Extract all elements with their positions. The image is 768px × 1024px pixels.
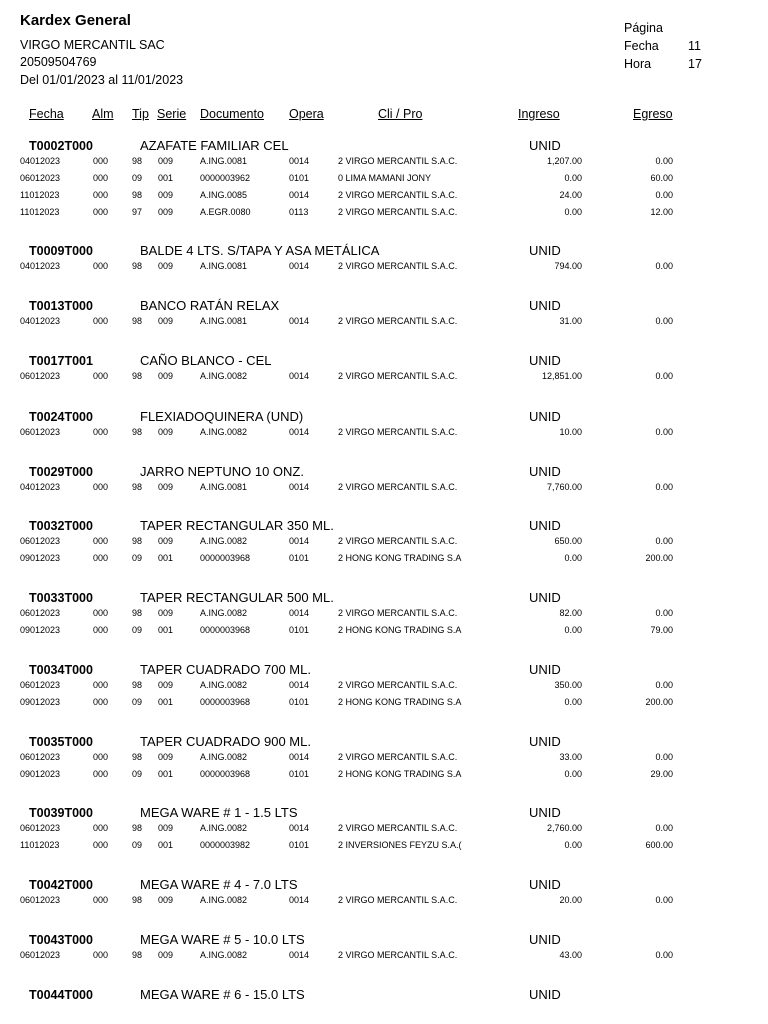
row-fecha: 06012023: [20, 950, 61, 960]
row-opera: 0014: [289, 608, 310, 618]
row-opera: 0101: [289, 173, 310, 183]
row-fecha: 06012023: [20, 752, 61, 762]
row-documento: A.ING.0085: [200, 190, 248, 200]
row-opera: 0101: [289, 840, 310, 850]
row-serie: 009: [158, 895, 174, 905]
row-serie: 009: [158, 207, 174, 217]
table-row: [0, 316, 768, 332]
col-ingreso: Ingreso: [518, 107, 560, 121]
row-documento: A.ING.0082: [200, 823, 248, 833]
row-cli-pro: 2 VIRGO MERCANTIL S.A.C.: [338, 261, 458, 271]
row-tip: 09: [132, 553, 143, 563]
row-fecha: 06012023: [20, 895, 61, 905]
row-ingreso: 0.00: [564, 625, 582, 635]
row-egreso: 0.00: [655, 680, 673, 690]
row-ingreso: 0.00: [564, 840, 582, 850]
row-cli-pro: 2 VIRGO MERCANTIL S.A.C.: [338, 895, 458, 905]
product-name: MEGA WARE # 5 - 10.0 LTS: [140, 932, 305, 947]
product-unit: UNID: [529, 138, 561, 153]
time-label: Hora: [624, 57, 652, 71]
product-name: TAPER CUADRADO 700 ML.: [140, 662, 311, 677]
row-fecha: 06012023: [20, 427, 61, 437]
table-row: [0, 625, 768, 641]
row-cli-pro: 2 VIRGO MERCANTIL S.A.C.: [338, 536, 458, 546]
row-serie: 001: [158, 553, 174, 563]
row-opera: 0101: [289, 625, 310, 635]
row-opera: 0014: [289, 427, 310, 437]
row-tip: 98: [132, 823, 143, 833]
row-cli-pro: 2 VIRGO MERCANTIL S.A.C.: [338, 371, 458, 381]
row-egreso: 0.00: [655, 608, 673, 618]
row-documento: A.ING.0081: [200, 316, 248, 326]
product-code: T0013T000: [29, 299, 93, 313]
product-code: T0034T000: [29, 663, 93, 677]
row-serie: 009: [158, 608, 174, 618]
row-ingreso: 1,207.00: [546, 156, 582, 166]
row-cli-pro: 2 HONG KONG TRADING S.A: [338, 553, 462, 563]
row-documento: 0000003962: [200, 173, 251, 183]
row-ingreso: 33.00: [559, 752, 582, 762]
row-cli-pro: 2 HONG KONG TRADING S.A: [338, 769, 462, 779]
product-code: T0039T000: [29, 806, 93, 820]
row-ingreso: 0.00: [564, 207, 582, 217]
table-row: [0, 752, 768, 768]
row-serie: 009: [158, 536, 174, 546]
row-alm: 000: [93, 553, 109, 563]
row-fecha: 11012023: [20, 190, 60, 200]
row-ingreso: 0.00: [564, 697, 582, 707]
product-code: T0029T000: [29, 465, 93, 479]
row-alm: 000: [93, 173, 109, 183]
row-fecha: 06012023: [20, 823, 61, 833]
row-egreso: 200.00: [645, 697, 673, 707]
row-fecha: 11012023: [20, 840, 60, 850]
table-row: [0, 608, 768, 624]
row-alm: 000: [93, 536, 109, 546]
date-range: Del 01/01/2023 al 11/01/2023: [20, 73, 184, 87]
row-tip: 09: [132, 769, 143, 779]
product-unit: UNID: [529, 734, 561, 749]
row-ingreso: 20.00: [559, 895, 582, 905]
row-opera: 0014: [289, 752, 310, 762]
row-tip: 98: [132, 482, 143, 492]
table-row: [0, 156, 768, 172]
row-alm: 000: [93, 427, 109, 437]
row-fecha: 09012023: [20, 769, 61, 779]
row-opera: 0014: [289, 156, 310, 166]
row-alm: 000: [93, 752, 109, 762]
row-fecha: 09012023: [20, 697, 61, 707]
row-egreso: 0.00: [655, 752, 673, 762]
company-name: VIRGO MERCANTIL SAC: [20, 38, 165, 52]
row-tip: 98: [132, 680, 143, 690]
row-alm: 000: [93, 316, 109, 326]
row-fecha: 11012023: [20, 207, 60, 217]
row-documento: A.ING.0082: [200, 895, 248, 905]
row-serie: 009: [158, 950, 174, 960]
row-serie: 009: [158, 680, 174, 690]
row-ingreso: 12,851.00: [541, 371, 582, 381]
row-ingreso: 43.00: [559, 950, 582, 960]
row-documento: A.ING.0081: [200, 482, 248, 492]
row-alm: 000: [93, 371, 109, 381]
row-fecha: 06012023: [20, 173, 61, 183]
row-cli-pro: 2 HONG KONG TRADING S.A: [338, 625, 462, 635]
row-ingreso: 0.00: [564, 769, 582, 779]
row-egreso: 0.00: [655, 261, 673, 271]
row-fecha: 09012023: [20, 625, 61, 635]
row-fecha: 09012023: [20, 553, 61, 563]
table-row: [0, 697, 768, 713]
row-ingreso: 31.00: [559, 316, 582, 326]
row-serie: 001: [158, 697, 174, 707]
row-cli-pro: 2 VIRGO MERCANTIL S.A.C.: [338, 190, 458, 200]
product-code: T0033T000: [29, 591, 93, 605]
row-egreso: 0.00: [655, 190, 673, 200]
row-documento: 0000003968: [200, 769, 251, 779]
product-name: BALDE 4 LTS. S/TAPA Y ASA METÁLICA: [140, 243, 380, 258]
row-documento: A.ING.0082: [200, 536, 248, 546]
product-unit: UNID: [529, 590, 561, 605]
row-opera: 0014: [289, 316, 310, 326]
product-code: T0024T000: [29, 410, 93, 424]
product-code: T0044T000: [29, 988, 93, 1002]
row-tip: 98: [132, 752, 143, 762]
row-opera: 0101: [289, 553, 310, 563]
row-serie: 001: [158, 173, 174, 183]
table-row: [0, 371, 768, 387]
product-name: FLEXIADOQUINERA (UND): [140, 409, 304, 424]
row-alm: 000: [93, 823, 109, 833]
row-tip: 98: [132, 371, 143, 381]
row-fecha: 04012023: [20, 156, 61, 166]
product-unit: UNID: [529, 662, 561, 677]
row-ingreso: 2,760.00: [546, 823, 582, 833]
table-row: [0, 769, 768, 785]
row-fecha: 06012023: [20, 608, 61, 618]
row-tip: 98: [132, 316, 143, 326]
product-unit: UNID: [529, 877, 561, 892]
report-title: Kardex General: [20, 12, 131, 29]
row-alm: 000: [93, 769, 109, 779]
row-serie: 009: [158, 316, 174, 326]
table-row: [0, 482, 768, 498]
row-serie: 001: [158, 840, 174, 850]
row-documento: A.ING.0082: [200, 608, 248, 618]
row-tip: 98: [132, 261, 143, 271]
row-cli-pro: 2 VIRGO MERCANTIL S.A.C.: [338, 207, 458, 217]
row-egreso: 0.00: [655, 371, 673, 381]
row-tip: 09: [132, 840, 143, 850]
row-cli-pro: 2 VIRGO MERCANTIL S.A.C.: [338, 950, 458, 960]
row-egreso: 0.00: [655, 427, 673, 437]
row-opera: 0014: [289, 823, 310, 833]
table-row: [0, 895, 768, 911]
row-opera: 0101: [289, 769, 310, 779]
row-cli-pro: 2 VIRGO MERCANTIL S.A.C.: [338, 156, 458, 166]
row-alm: 000: [93, 895, 109, 905]
row-cli-pro: 2 VIRGO MERCANTIL S.A.C.: [338, 482, 458, 492]
row-egreso: 600.00: [645, 840, 673, 850]
row-egreso: 0.00: [655, 156, 673, 166]
row-serie: 001: [158, 625, 174, 635]
row-serie: 009: [158, 190, 174, 200]
row-egreso: 200.00: [645, 553, 673, 563]
row-serie: 009: [158, 427, 174, 437]
product-unit: UNID: [529, 409, 561, 424]
row-documento: A.ING.0082: [200, 752, 248, 762]
row-alm: 000: [93, 608, 109, 618]
row-cli-pro: 2 HONG KONG TRADING S.A: [338, 697, 462, 707]
row-tip: 09: [132, 625, 143, 635]
row-serie: 009: [158, 156, 174, 166]
product-code: T0035T000: [29, 735, 93, 749]
row-serie: 009: [158, 482, 174, 492]
row-serie: 001: [158, 769, 174, 779]
row-opera: 0014: [289, 190, 310, 200]
row-egreso: 0.00: [655, 316, 673, 326]
row-cli-pro: 2 INVERSIONES FEYZU S.A.(: [338, 840, 462, 850]
product-unit: UNID: [529, 298, 561, 313]
page-label: Página: [624, 21, 663, 35]
product-unit: UNID: [529, 464, 561, 479]
row-egreso: 0.00: [655, 536, 673, 546]
row-documento: A.ING.0082: [200, 427, 248, 437]
col-egreso: Egreso: [633, 107, 673, 121]
row-opera: 0014: [289, 371, 310, 381]
row-documento: A.ING.0082: [200, 950, 248, 960]
row-ingreso: 650.00: [554, 536, 582, 546]
row-alm: 000: [93, 950, 109, 960]
product-name: MEGA WARE # 4 - 7.0 LTS: [140, 877, 298, 892]
table-row: [0, 173, 768, 189]
row-opera: 0014: [289, 680, 310, 690]
row-tip: 98: [132, 536, 143, 546]
product-name: BANCO RATÁN RELAX: [140, 298, 280, 313]
row-egreso: 60.00: [650, 173, 673, 183]
row-tip: 09: [132, 697, 143, 707]
row-tip: 98: [132, 608, 143, 618]
table-row: [0, 680, 768, 696]
product-unit: UNID: [529, 987, 561, 1002]
col-opera: Opera: [289, 107, 324, 121]
row-documento: 0000003968: [200, 625, 251, 635]
row-egreso: 29.00: [650, 769, 673, 779]
row-egreso: 0.00: [655, 950, 673, 960]
row-tip: 98: [132, 190, 143, 200]
col-documento: Documento: [200, 107, 264, 121]
row-fecha: 06012023: [20, 536, 61, 546]
col-serie: Serie: [157, 107, 187, 121]
row-opera: 0014: [289, 895, 310, 905]
row-alm: 000: [93, 680, 109, 690]
row-egreso: 0.00: [655, 482, 673, 492]
row-tip: 98: [132, 156, 143, 166]
product-unit: UNID: [529, 932, 561, 947]
row-tip: 98: [132, 950, 143, 960]
row-ingreso: 0.00: [564, 173, 582, 183]
row-egreso: 0.00: [655, 823, 673, 833]
row-egreso: 79.00: [650, 625, 673, 635]
table-row: [0, 840, 768, 856]
row-cli-pro: 2 VIRGO MERCANTIL S.A.C.: [338, 680, 458, 690]
row-fecha: 06012023: [20, 371, 61, 381]
row-opera: 0113: [289, 207, 309, 217]
row-serie: 009: [158, 752, 174, 762]
table-row: [0, 427, 768, 443]
date-value: 11: [688, 39, 701, 53]
row-serie: 009: [158, 371, 174, 381]
col-cli-pro: Cli / Pro: [378, 107, 423, 121]
row-documento: 0000003968: [200, 697, 251, 707]
row-tip: 98: [132, 895, 143, 905]
table-row: [0, 950, 768, 966]
row-documento: A.ING.0081: [200, 156, 248, 166]
product-unit: UNID: [529, 353, 561, 368]
row-ingreso: 24.00: [559, 190, 582, 200]
product-name: MEGA WARE # 6 - 15.0 LTS: [140, 987, 305, 1002]
row-opera: 0014: [289, 536, 310, 546]
row-alm: 000: [93, 625, 109, 635]
row-documento: A.ING.0082: [200, 680, 248, 690]
row-cli-pro: 2 VIRGO MERCANTIL S.A.C.: [338, 752, 458, 762]
row-fecha: 04012023: [20, 261, 61, 271]
row-documento: A.ING.0082: [200, 371, 248, 381]
row-ingreso: 0.00: [564, 553, 582, 563]
row-ingreso: 794.00: [554, 261, 582, 271]
row-opera: 0014: [289, 950, 310, 960]
row-tip: 97: [132, 207, 143, 217]
table-row: [0, 823, 768, 839]
product-name: TAPER RECTANGULAR 350 ML.: [140, 518, 334, 533]
row-egreso: 12.00: [650, 207, 673, 217]
row-opera: 0014: [289, 261, 310, 271]
row-alm: 000: [93, 207, 109, 217]
product-code: T0009T000: [29, 244, 93, 258]
row-cli-pro: 2 VIRGO MERCANTIL S.A.C.: [338, 427, 458, 437]
table-row: [0, 190, 768, 206]
row-serie: 009: [158, 261, 174, 271]
row-fecha: 04012023: [20, 316, 61, 326]
row-documento: 0000003968: [200, 553, 251, 563]
product-code: T0017T001: [29, 354, 93, 368]
col-tip: Tip: [132, 107, 149, 121]
table-row: [0, 536, 768, 552]
row-alm: 000: [93, 697, 109, 707]
row-cli-pro: 2 VIRGO MERCANTIL S.A.C.: [338, 316, 458, 326]
row-alm: 000: [93, 261, 109, 271]
row-fecha: 06012023: [20, 680, 61, 690]
row-alm: 000: [93, 156, 109, 166]
row-alm: 000: [93, 482, 109, 492]
row-ingreso: 7,760.00: [546, 482, 582, 492]
table-row: [0, 553, 768, 569]
row-alm: 000: [93, 840, 109, 850]
row-tip: 98: [132, 427, 143, 437]
time-value: 17: [688, 57, 702, 71]
row-fecha: 04012023: [20, 482, 61, 492]
row-cli-pro: 0 LIMA MAMANI JONY: [338, 173, 432, 183]
table-row: [0, 207, 768, 223]
row-ingreso: 10.00: [559, 427, 582, 437]
row-documento: A.ING.0081: [200, 261, 248, 271]
col-fecha: Fecha: [29, 107, 64, 121]
product-code: T0032T000: [29, 519, 93, 533]
row-egreso: 0.00: [655, 895, 673, 905]
product-name: TAPER CUADRADO 900 ML.: [140, 734, 311, 749]
table-row: [0, 261, 768, 277]
product-unit: UNID: [529, 518, 561, 533]
product-unit: UNID: [529, 243, 561, 258]
row-opera: 0101: [289, 697, 310, 707]
row-alm: 000: [93, 190, 109, 200]
date-label: Fecha: [624, 39, 659, 53]
row-cli-pro: 2 VIRGO MERCANTIL S.A.C.: [338, 823, 458, 833]
row-cli-pro: 2 VIRGO MERCANTIL S.A.C.: [338, 608, 458, 618]
row-documento: A.EGR.0080: [200, 207, 251, 217]
company-ruc: 20509504769: [20, 55, 97, 69]
product-code: T0002T000: [29, 139, 93, 153]
product-name: TAPER RECTANGULAR 500 ML.: [140, 590, 334, 605]
row-serie: 009: [158, 823, 174, 833]
product-code: T0043T000: [29, 933, 93, 947]
product-name: CAÑO BLANCO - CEL: [140, 353, 272, 368]
product-name: MEGA WARE # 1 - 1.5 LTS: [140, 805, 298, 820]
product-name: AZAFATE FAMILIAR CEL: [140, 138, 289, 153]
row-documento: 0000003982: [200, 840, 251, 850]
row-opera: 0014: [289, 482, 310, 492]
product-code: T0042T000: [29, 878, 93, 892]
row-tip: 09: [132, 173, 143, 183]
col-alm: Alm: [92, 107, 114, 121]
row-ingreso: 350.00: [554, 680, 582, 690]
row-ingreso: 82.00: [559, 608, 582, 618]
product-name: JARRO NEPTUNO 10 ONZ.: [140, 464, 304, 479]
product-unit: UNID: [529, 805, 561, 820]
